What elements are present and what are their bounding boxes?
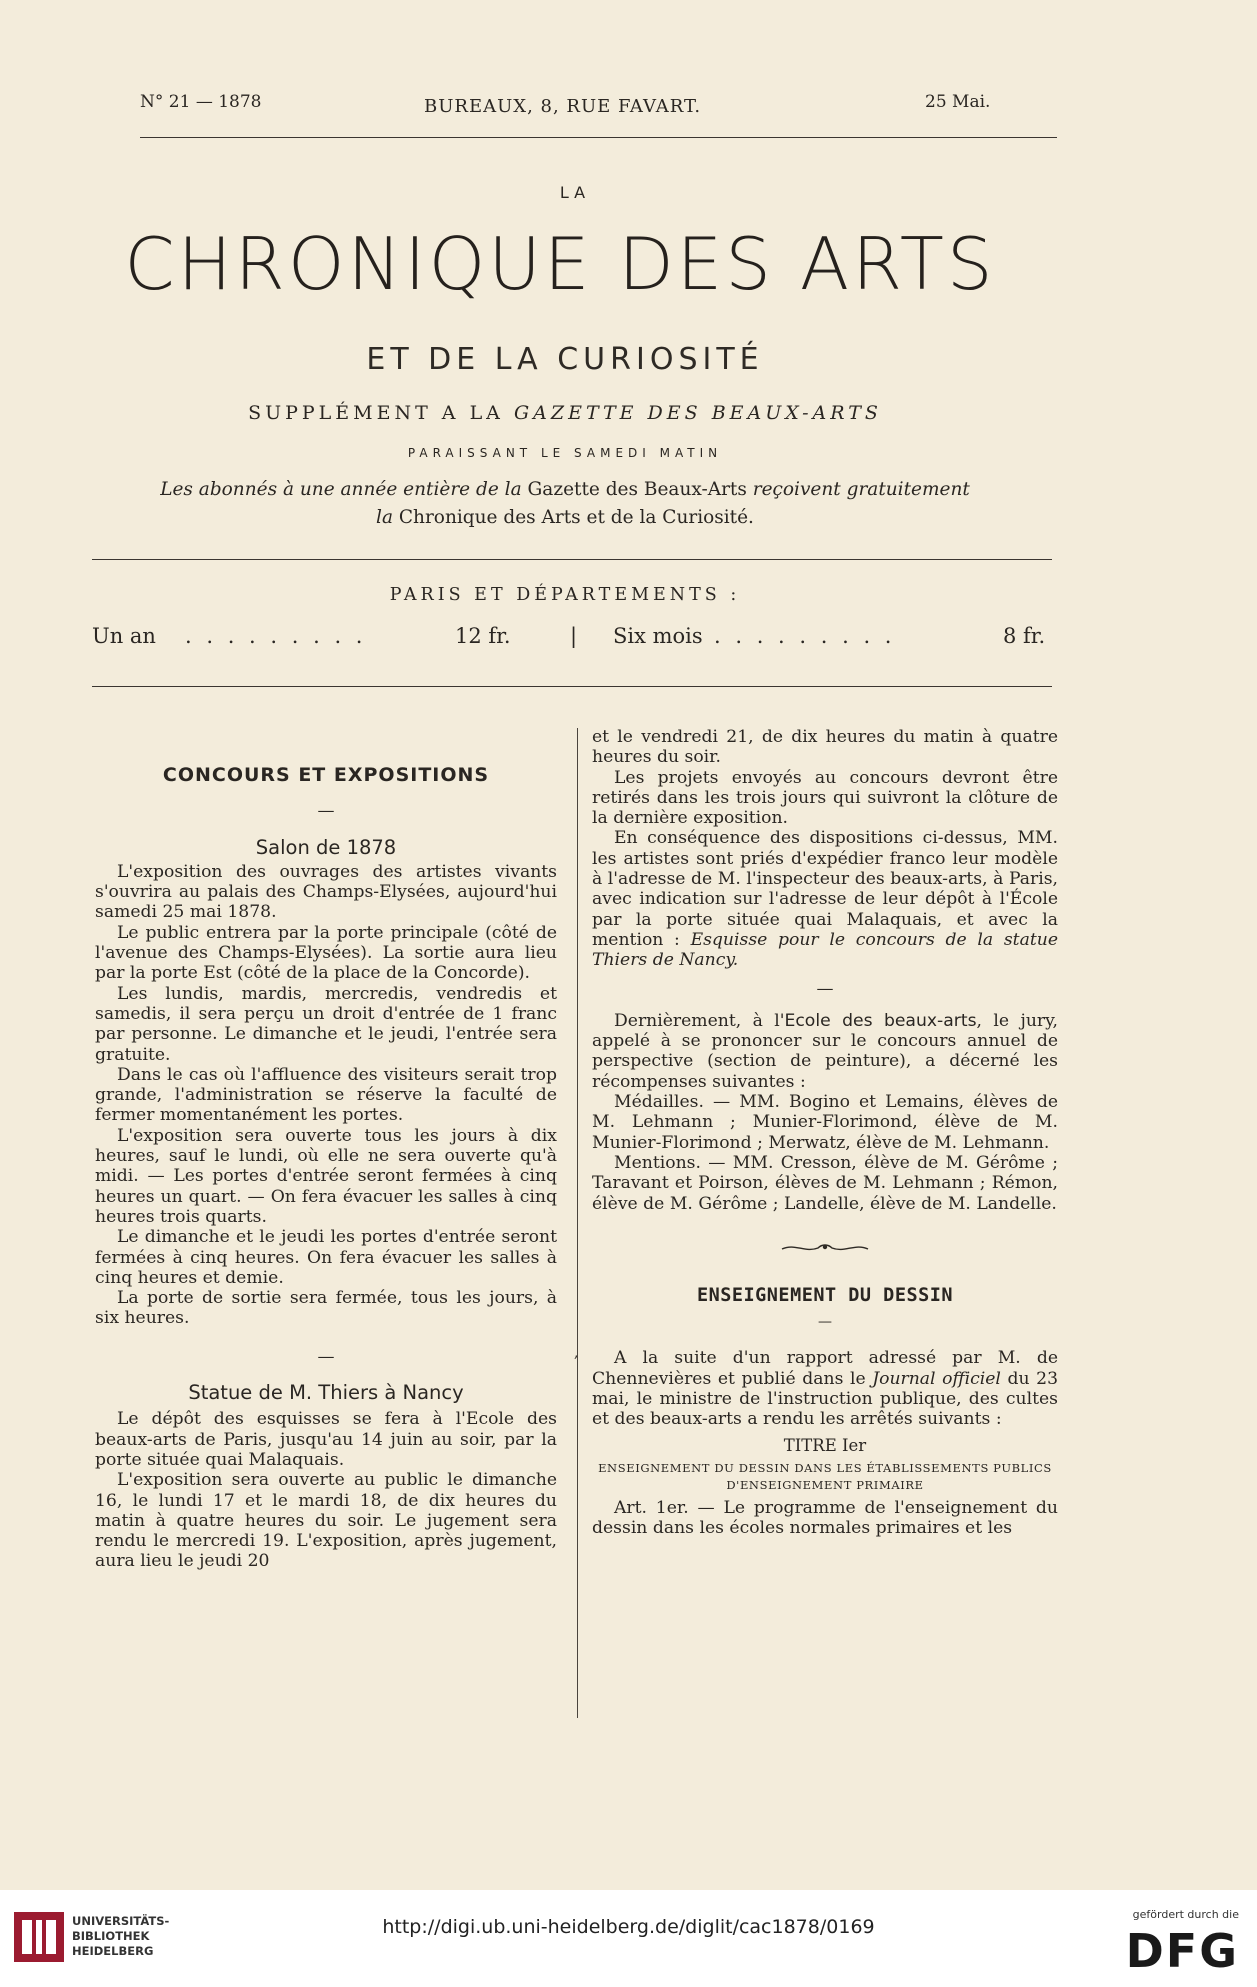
price-year-dots: . . . . . . . . . xyxy=(185,624,367,648)
section-title-enseignement: ENSEIGNEMENT DU DESSIN xyxy=(696,1284,954,1306)
salon-title: Salon de 1878 xyxy=(255,835,397,859)
funding-label: gefördert durch die xyxy=(1132,1908,1239,1921)
paragraph-text: du 23 mai, le ministre de l'instruction publique, des cultes et des beaux-arts a rendu les arrêtés suivants : xyxy=(592,1368,1058,1430)
thiers-paragraph: Le dépôt des esquisses se fera à l'Ecole des beaux-arts de Paris, jusqu'au 14 juin au soir, par la porte située quai Malaquais. xyxy=(95,1409,557,1470)
body-paragraph xyxy=(592,828,1058,970)
abonnes-text-a: Les abonnés à une année entière de la xyxy=(160,479,522,500)
masthead-rule xyxy=(92,559,1052,560)
paragraph-text: , le jury, appelé à se prononcer sur le concours annuel de perspective (section de peinture), a décerné les récompenses suivantes : xyxy=(592,1010,1058,1092)
column-divider xyxy=(577,728,578,1718)
footer-bar xyxy=(0,1890,1257,1987)
pricing-rule xyxy=(92,686,1052,687)
section-dash: — xyxy=(317,801,335,822)
titre-subheading: ENSEIGNEMENT DU DESSIN DANS LES ÉTABLISSEMENTS PUBLICS D'ENSEIGNEMENT PRIMAIRE xyxy=(598,1460,1052,1492)
address: BUREAUX, 8, RUE FAVART. xyxy=(424,96,702,117)
price-six-label: Six mois xyxy=(613,624,703,648)
mentions-paragraph: Mentions. — MM. Cresson, élève de M. Gérôme ; Taravant et Poirson, élèves de M. Lehmann ; Rémon, élève de M. Gérôme ; Landelle, élève de M. Landelle. xyxy=(592,1152,1058,1214)
paragraph-italic: Journal officiel xyxy=(872,1368,1001,1389)
left-column xyxy=(95,765,557,1572)
issue-date: 25 Mai. xyxy=(925,92,991,112)
salon-paragraph: La porte de sortie sera fermée, tous les jours, à six heures. xyxy=(95,1288,557,1329)
section-dash: — xyxy=(816,978,834,999)
paragraph-text: En conséquence des dispositions ci-dessus, MM. les artistes sont priés d'expédier franco leur modèle à l'adresse de M. l'inspecteur des beaux-arts, à Paris, avec indication sur l'adresse de leur dépôt à l'École par la porte située quai Malaquais, et avec la mention : xyxy=(592,828,1058,950)
thiers-title: Statue de M. Thiers à Nancy xyxy=(188,1381,464,1405)
price-six-amount: 8 fr. xyxy=(1003,624,1046,648)
abonnes-text-e: Chronique des Arts et de la Curiosité. xyxy=(398,507,754,528)
intro-paragraph xyxy=(592,1348,1058,1429)
salon-paragraph: Les lundis, mardis, mercredis, vendredis et samedis, il sera perçu un droit d'entrée de 1 franc par personne. Le dimanche et le jeudi, l'entrée sera gratuite. xyxy=(95,983,557,1065)
salon-paragraph: Dans le cas où l'affluence des visiteurs serait trop grande, l'administration se réserve la faculté de fermer momentanément les portes. xyxy=(95,1064,557,1126)
continued-paragraph: et le vendredi 21, de dix heures du matin à quatre heures du soir. xyxy=(592,727,1058,768)
header-rule xyxy=(140,137,1057,138)
salon-paragraph: Le dimanche et le jeudi les portes d'entrée seront fermées à cinq heures. On fera évacuer les salles à cinq heures et demie. xyxy=(95,1227,557,1288)
abonnes-text-c: reçoivent gratuitement xyxy=(752,479,970,500)
ecole-paragraph xyxy=(592,1011,1058,1092)
abonnes-notice xyxy=(70,476,1060,532)
salon-paragraph: Le public entrera par la porte principale (côté de l'avenue des Champs-Elysées). La sortie aura lieu par la porte Est (côté de la place de la Concorde). xyxy=(95,922,557,984)
price-six-dots: . . . . . . . . . xyxy=(714,624,896,648)
right-column xyxy=(592,727,1058,1539)
masthead-la: LA xyxy=(559,183,591,202)
masthead-subtitle: ET DE LA CURIOSITÉ xyxy=(366,342,764,377)
pricing-heading: PARIS ET DÉPARTEMENTS : xyxy=(389,585,741,605)
body-paragraph: Les projets envoyés au concours devront être retirés dans les trois jours qui suivront la clôture de la dernière exposition. xyxy=(592,767,1058,829)
paragraph-text: Dernièrement, à l' xyxy=(614,1010,785,1031)
price-year-amount: 12 fr. xyxy=(455,624,511,648)
article-paragraph: Art. 1er. — Le programme de l'enseignement du dessin dans les écoles normales primaires et les xyxy=(592,1497,1058,1539)
issue-number: N° 21 — 1878 xyxy=(140,92,262,112)
section-title-concours: CONCOURS ET EXPOSITIONS xyxy=(162,764,490,786)
library-name-line: BIBLIOTHEK xyxy=(72,1929,150,1943)
ecole-highlight: Ecole des beaux-arts xyxy=(784,1010,977,1031)
margin-mark: , xyxy=(574,1345,579,1361)
section-dash: — xyxy=(818,1314,832,1331)
abonnes-text-d: la xyxy=(376,507,393,528)
medailles-paragraph: Médailles. — MM. Bogino et Lemains, élèves de M. Lehmann ; Munier-Florimond, élève de M. Munier-Florimond ; Merwatz, élève de M. Lehmann. xyxy=(592,1092,1058,1153)
supplement-line xyxy=(90,402,1040,424)
flourish-icon xyxy=(780,1241,870,1255)
abonnes-text-b: Gazette des Beaux-Arts xyxy=(527,479,747,500)
thiers-paragraph: L'exposition sera ouverte au public le dimanche 16, le lundi 17 et le mardi 18, de dix heures du matin à quatre heures du soir. Le jugement sera rendu le mercredi 19. L'exposition, après jugement, aura lieu le jeudi 20 xyxy=(95,1470,557,1572)
paragraph-text: A la suite d'un rapport adressé par M. de Chennevières et publié dans le xyxy=(592,1348,1058,1389)
titre-heading: TITRE Ier xyxy=(783,1435,867,1455)
price-separator: | xyxy=(570,624,578,648)
ornament-divider xyxy=(592,1240,1058,1260)
salon-paragraph: L'exposition des ouvrages des artistes vivants s'ouvrira au palais des Champs-Elysées, aujourd'hui samedi 25 mai 1878. xyxy=(95,861,557,923)
parution-line: PARAISSANT LE SAMEDI MATIN xyxy=(407,446,723,460)
library-name-line: HEIDELBERG xyxy=(72,1944,154,1958)
price-year-label: Un an xyxy=(92,624,156,648)
supplement-gazette: GAZETTE DES BEAUX-ARTS xyxy=(513,402,882,424)
salon-paragraph: L'exposition sera ouverte tous les jours à dix heures, sauf le lundi, où elle ne sera ouverte qu'à midi. — Les portes d'entrée seront fermées à cinq heures un quart. — On fera évacuer les salles à cinq heures trois quarts. xyxy=(95,1125,557,1227)
source-url-link[interactable]: http://digi.ub.uni-heidelberg.de/diglit/cac1878/0169 xyxy=(382,1916,875,1938)
library-name-line: UNIVERSITÄTS- xyxy=(72,1914,170,1928)
dfg-logo: DFG xyxy=(1125,1924,1239,1978)
masthead-title: CHRONIQUE DES ARTS xyxy=(124,222,996,306)
paragraph-italic: Esquisse pour le concours de la statue Thiers de Nancy. xyxy=(592,929,1058,971)
supplement-prefix: SUPPLÉMENT A LA xyxy=(248,402,504,424)
section-dash: — xyxy=(317,1346,335,1367)
